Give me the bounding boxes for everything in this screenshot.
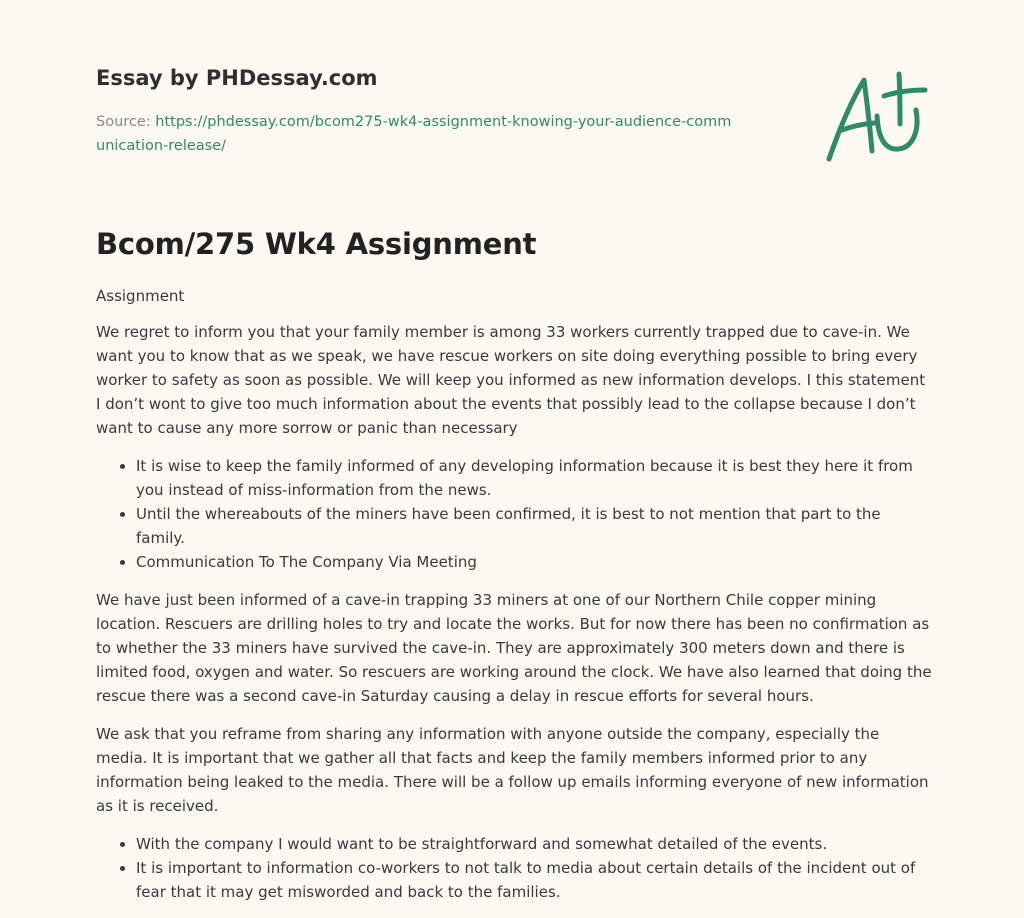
essay-label: Assignment [96,287,185,305]
list-item: • Communication To The Company Via Meeting [136,550,932,574]
source-label: Source: [96,114,156,130]
bullet-list-2 [96,832,932,904]
essay-title: Bcom/275 Wk4 Assignment [96,227,537,261]
a-plus-grade-icon [820,68,930,168]
list-item: • Until the whereabouts of the miners have been confirmed, it is best to not mention that part to the family. [136,502,932,550]
source-link[interactable]: https://phdessay.com/bcom275-wk4-assignment-knowing-your-audience-communication-release/ [96,114,732,154]
paragraph-1: We regret to inform you that your family member is among 33 workers currently trapped due to cave-in. We want you to know that as we speak, we have rescue workers on site doing everything possible to bring every worker to safety as soon as possible. We will keep you informed as new information develops. I this statement I don’t wont to give too much information about the events that possibly lead to the collapse because I don’t want to cause any more sorrow or panic than necessary [96,323,926,437]
site-title: Essay by PHDessay.com [96,66,378,90]
source-line [96,110,736,158]
list-item: • With the company I would want to be straightforward and somewhat detailed of the events. [136,832,932,856]
essay-body [96,284,932,918]
page-header [96,62,736,158]
paragraph-2: We have just been informed of a cave-in trapping 33 miners at one of our Northern Chile copper mining location. Rescuers are drilling holes to try and locate the works. But for now there has been no confirmation as to whether the 33 miners have survived the cave-in. They are approximately 300 meters down and there is limited food, oxygen and water. So rescuers are working around the clock. We have also learned that doing the rescue there was a second cave-in Saturday causing a delay in rescue efforts for several hours. [96,591,932,705]
paragraph-3: We ask that you reframe from sharing any information with anyone outside the company, especially the media. It is important that we gather all that facts and keep the family members informed prior to any information being leaked to the media. There will be a follow up emails informing everyone of new information as it is received. [96,725,929,815]
list-item: • It is important to information co-workers to not talk to media about certain details of the incident out of fear that it may get misworded and back to the families. [136,856,932,904]
bullet-list-1 [96,454,932,574]
list-item: • It is wise to keep the family informed of any developing information because it is best they here it from you instead of miss-information from the news. [136,454,932,502]
